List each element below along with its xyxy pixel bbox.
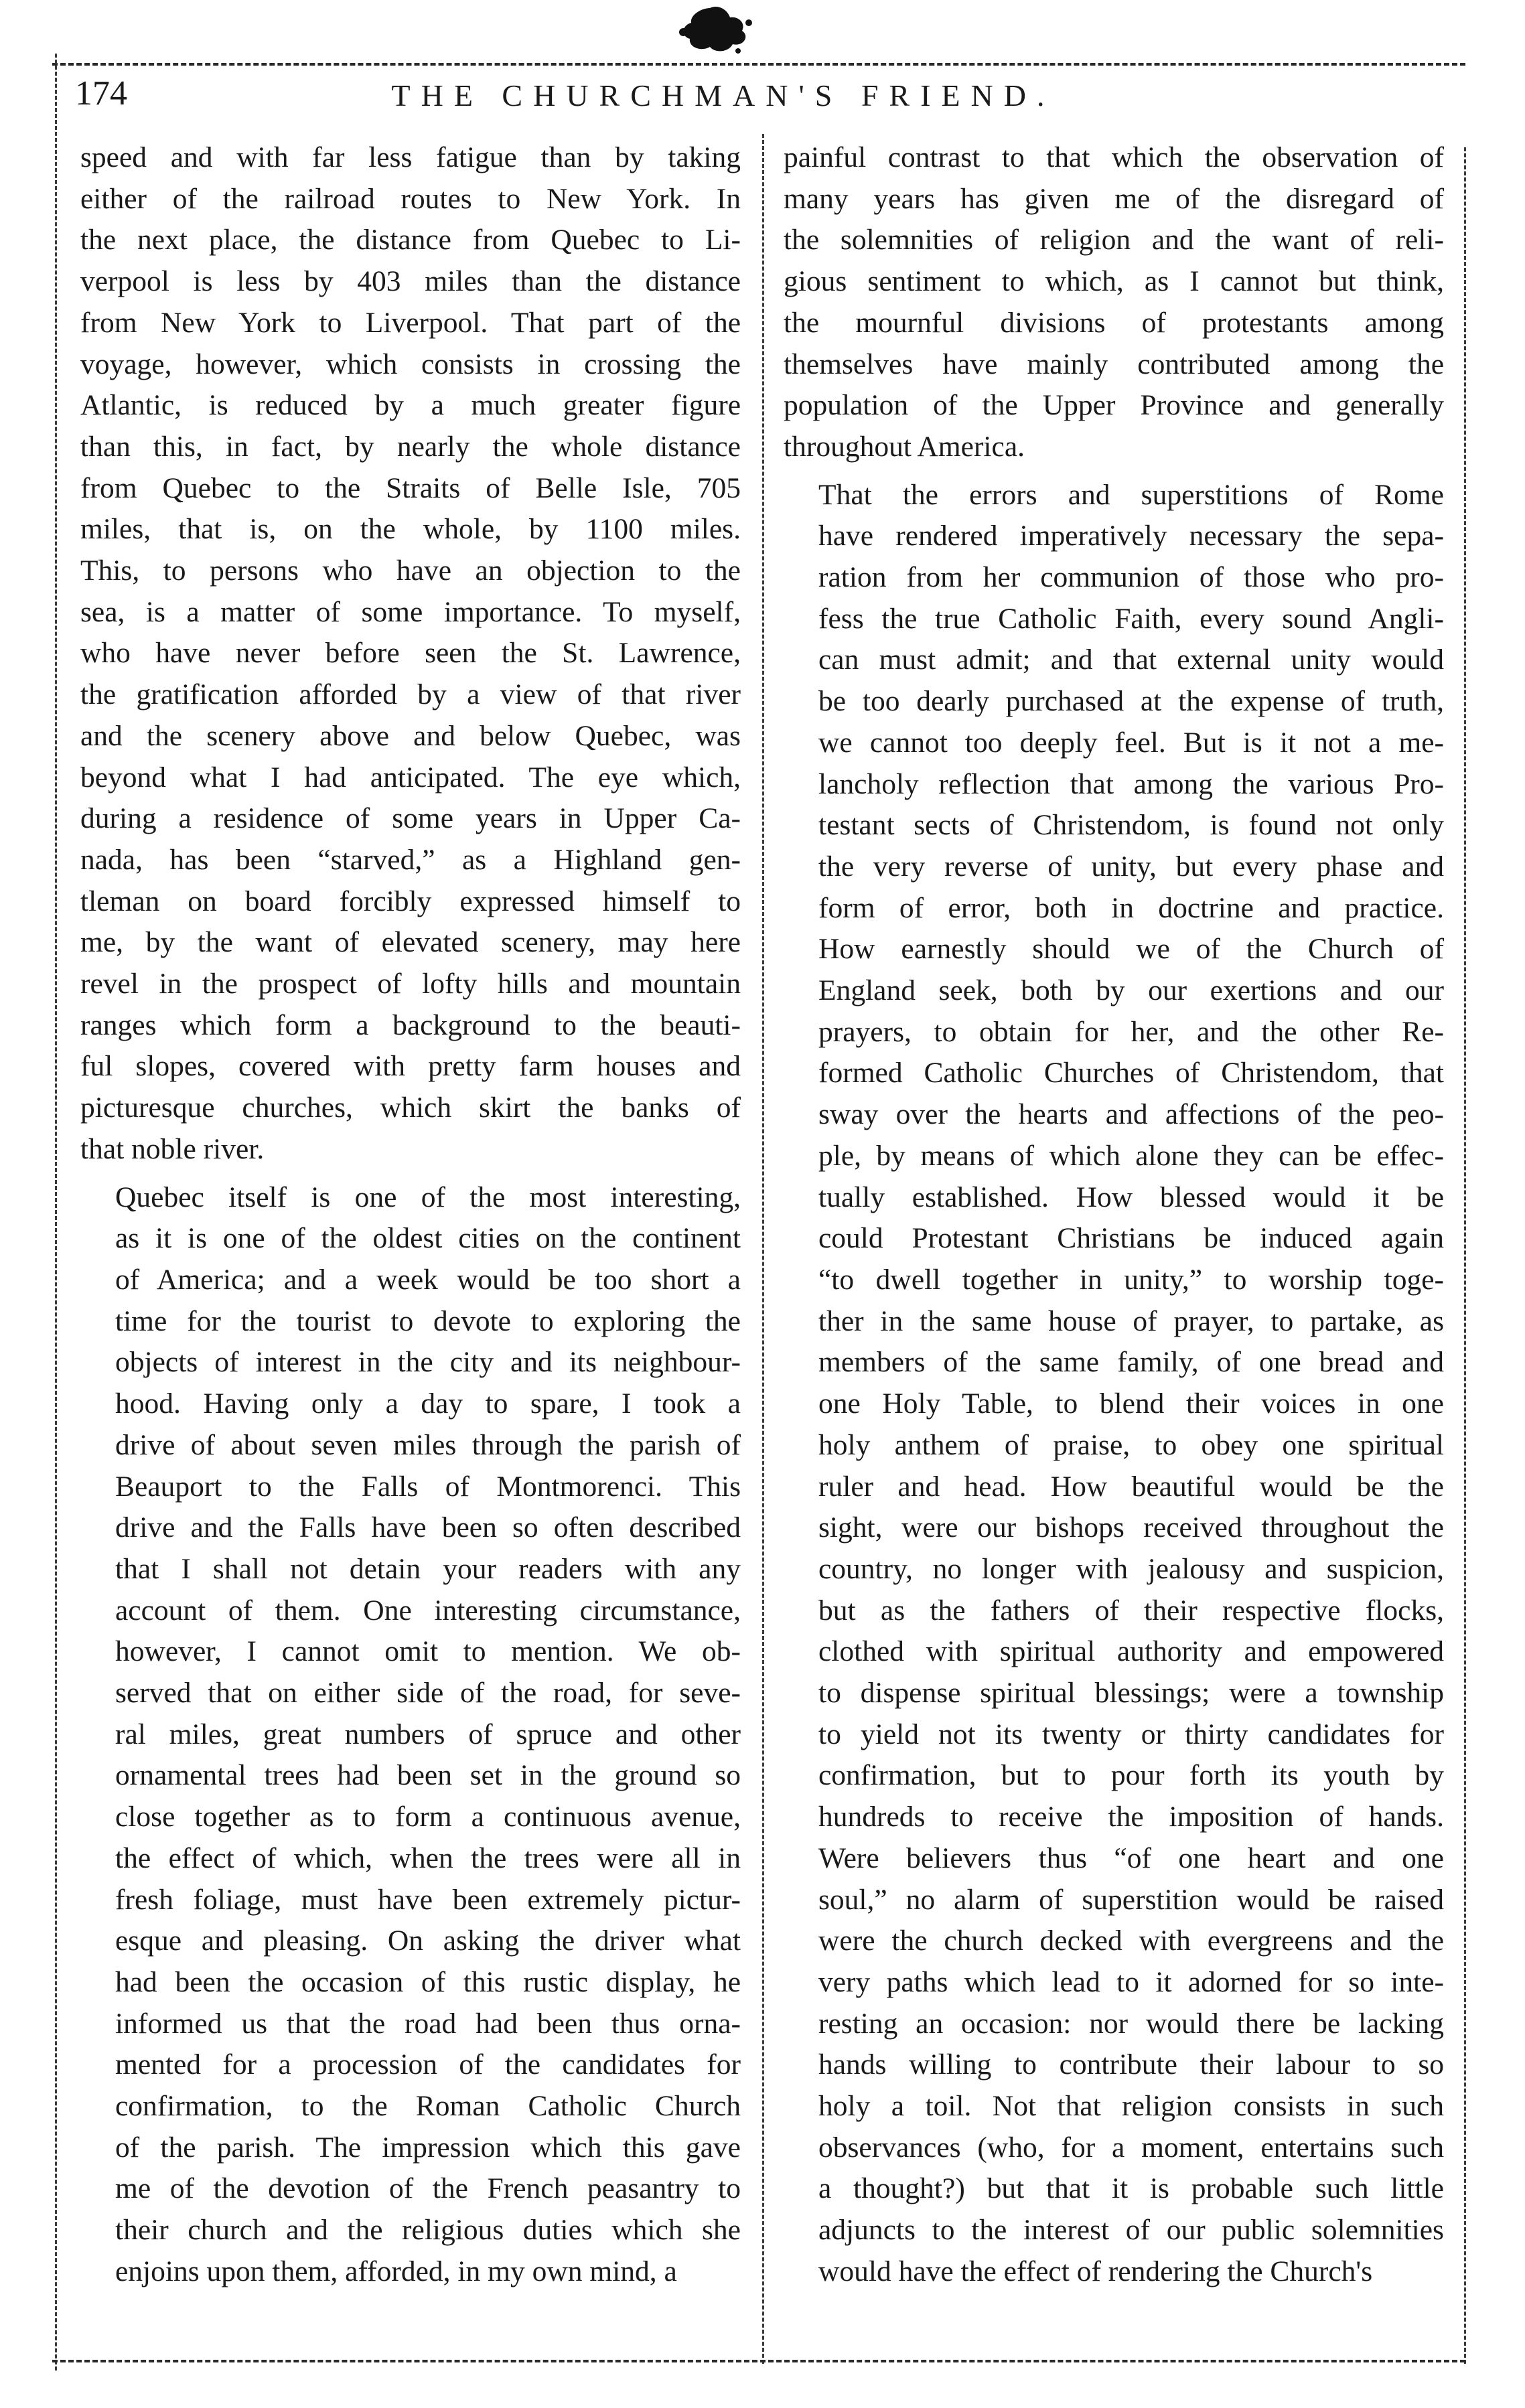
text-line: speed and with far less fatigue than by taking bbox=[80, 141, 741, 173]
text-line: How earnestly should we of the Church of bbox=[818, 933, 1444, 966]
text-line: than this, in fact, by nearly the whole distance bbox=[80, 430, 741, 463]
text-line: sea, is a matter of some importance. To myself, bbox=[80, 595, 741, 628]
running-head: THE CHURCHMAN'S FRIEND. bbox=[391, 78, 1056, 112]
paragraph bbox=[80, 1177, 741, 2293]
text-line: This, to persons who have an objection to the bbox=[80, 554, 741, 587]
column-divider bbox=[762, 134, 764, 2364]
text-line: prayers, to obtain for her, and the other Re- bbox=[818, 1015, 1444, 1048]
text-line: that I shall not detain your readers with any bbox=[115, 1552, 741, 1585]
text-line: either of the railroad routes to New York. In bbox=[80, 182, 741, 215]
text-line: beyond what I had anticipated. The eye which, bbox=[80, 761, 741, 794]
text-line: Atlantic, is reduced by a much greater figure bbox=[80, 389, 741, 422]
text-line: England seek, both by our exertions and our bbox=[818, 974, 1444, 1007]
text-line: ral miles, great numbers of spruce and other bbox=[115, 1718, 741, 1750]
text-line: gious sentiment to which, as I cannot but think, bbox=[784, 265, 1444, 298]
text-line: to yield not its twenty or thirty candidates for bbox=[818, 1718, 1444, 1750]
text-line: ple, by means of which alone they can be effec- bbox=[818, 1139, 1444, 1172]
text-line: would have the effect of rendering the Church's bbox=[818, 2255, 1373, 2287]
text-line: voyage, however, which consists in crossing the bbox=[80, 348, 741, 380]
text-line: holy a toil. Not that religion consists in such bbox=[818, 2090, 1444, 2123]
text-line: of the parish. The impression which this gave bbox=[115, 2131, 741, 2164]
text-line: lancholy reflection that among the various Pro- bbox=[818, 767, 1444, 800]
text-line: from New York to Liverpool. That part of the bbox=[80, 306, 741, 339]
text-line: during a residence of some years in Upper Ca- bbox=[80, 802, 741, 835]
paragraph bbox=[80, 137, 741, 1171]
left-column bbox=[80, 137, 741, 2293]
text-line: ful slopes, covered with pretty farm houses and bbox=[80, 1050, 741, 1083]
text-line: adjuncts to the interest of our public solemnities bbox=[818, 2214, 1444, 2247]
text-line: revel in the prospect of lofty hills and mountain bbox=[80, 968, 741, 1000]
text-line: resting an occasion: nor would there be lacking bbox=[818, 2007, 1444, 2040]
text-line: as it is one of the oldest cities on the continent bbox=[115, 1222, 741, 1255]
text-line: many years has given me of the disregard of bbox=[784, 182, 1444, 215]
text-line: account of them. One interesting circumstance, bbox=[115, 1594, 741, 1627]
paragraph bbox=[784, 137, 1444, 468]
text-line: one Holy Table, to blend their voices in one bbox=[818, 1387, 1444, 1420]
text-line: formed Catholic Churches of Christendom, that bbox=[818, 1057, 1444, 1089]
text-line: could Protestant Christians be induced again bbox=[818, 1222, 1444, 1255]
text-line: Beauport to the Falls of Montmorenci. This bbox=[115, 1470, 741, 1503]
text-line: a thought?) but that it is probable such little bbox=[818, 2172, 1444, 2205]
text-line: the effect of which, when the trees were all in bbox=[115, 1841, 741, 1874]
text-line: population of the Upper Province and generally bbox=[784, 389, 1444, 422]
text-line: holy anthem of praise, to obey one spiritual bbox=[818, 1428, 1444, 1461]
text-line: who have never before seen the St. Lawrence, bbox=[80, 637, 741, 670]
text-line: time for the tourist to devote to exploring the bbox=[115, 1304, 741, 1337]
text-line: and the scenery above and below Quebec, was bbox=[80, 719, 741, 752]
text-line: country, no longer with jealousy and suspicion, bbox=[818, 1552, 1444, 1585]
text-line: the gratification afforded by a view of that river bbox=[80, 678, 741, 711]
footer-rule bbox=[52, 2360, 1465, 2362]
text-line: ration from her communion of those who pro- bbox=[818, 561, 1444, 594]
text-line: enjoins upon them, afforded, in my own mind, a bbox=[115, 2255, 677, 2287]
text-line: that noble river. bbox=[80, 1132, 265, 1165]
text-line: to dispense spiritual blessings; were a township bbox=[818, 1677, 1444, 1710]
header-rule bbox=[52, 63, 1465, 66]
text-line: fess the true Catholic Faith, every sound Angli- bbox=[818, 602, 1444, 635]
text-line: painful contrast to that which the observation of bbox=[784, 141, 1444, 173]
text-line: sight, were our bishops received throughout the bbox=[818, 1511, 1444, 1544]
text-line: confirmation, to the Roman Catholic Church bbox=[115, 2090, 741, 2123]
text-line: their church and the religious duties which she bbox=[115, 2214, 741, 2247]
text-line: sway over the hearts and affections of the peo- bbox=[818, 1098, 1444, 1131]
text-line: served that on either side of the road, for seve- bbox=[115, 1677, 741, 1710]
left-margin-rule bbox=[55, 54, 57, 2371]
text-line: the next place, the distance from Quebec to Li- bbox=[80, 224, 741, 256]
text-line: tleman on board forcibly expressed himself to bbox=[80, 885, 741, 917]
text-line: we cannot too deeply feel. But is it not a me- bbox=[818, 726, 1444, 759]
text-line: nada, has been “starved,” as a Highland gen- bbox=[80, 843, 741, 876]
text-line: from Quebec to the Straits of Belle Isle, 705 bbox=[80, 471, 741, 504]
text-line: tually established. How blessed would it be bbox=[818, 1181, 1444, 1213]
text-line: were the church decked with evergreens and the bbox=[818, 1925, 1444, 1957]
right-column bbox=[784, 137, 1444, 2293]
text-line: close together as to form a continuous avenue, bbox=[115, 1801, 741, 1833]
text-line: themselves have mainly contributed among the bbox=[784, 348, 1444, 380]
text-line: however, I cannot omit to mention. We ob- bbox=[115, 1635, 741, 1668]
text-line: objects of interest in the city and its neighbour- bbox=[115, 1346, 741, 1379]
text-line: verpool is less by 403 miles than the distance bbox=[80, 265, 741, 298]
text-line: have rendered imperatively necessary the sepa- bbox=[818, 520, 1444, 552]
text-line: confirmation, but to pour forth its youth by bbox=[818, 1759, 1444, 1792]
text-line: hundreds to receive the imposition of hands. bbox=[818, 1801, 1444, 1833]
text-line: clothed with spiritual authority and empowered bbox=[818, 1635, 1444, 1668]
text-line: but as the fathers of their respective flocks, bbox=[818, 1594, 1444, 1627]
text-line: hood. Having only a day to spare, I took a bbox=[115, 1387, 741, 1420]
text-line: had been the occasion of this rustic display, he bbox=[115, 1965, 741, 1998]
text-line: ther in the same house of prayer, to partake, as bbox=[818, 1304, 1444, 1337]
text-line: observances (who, for a moment, entertains such bbox=[818, 2131, 1444, 2164]
text-line: esque and pleasing. On asking the driver what bbox=[115, 1925, 741, 1957]
text-line: be too dearly purchased at the expense of truth, bbox=[818, 685, 1444, 718]
text-line: the very reverse of unity, but every phase and bbox=[818, 850, 1444, 883]
text-line: can must admit; and that external unity would bbox=[818, 644, 1444, 676]
text-line: informed us that the road had been thus orna- bbox=[115, 2007, 741, 2040]
text-line: very paths which lead to it adorned for so inte- bbox=[818, 1965, 1444, 1998]
text-line: ruler and head. How beautiful would be the bbox=[818, 1470, 1444, 1503]
text-line: picturesque churches, which skirt the banks of bbox=[80, 1092, 741, 1124]
text-line: ranges which form a background to the beauti- bbox=[80, 1008, 741, 1041]
text-line: Quebec itself is one of the most interesting, bbox=[115, 1181, 741, 1213]
text-line: drive of about seven miles through the parish of bbox=[115, 1428, 741, 1461]
text-line: the solemnities of religion and the want of reli- bbox=[784, 224, 1444, 256]
text-line: ornamental trees had been set in the ground so bbox=[115, 1759, 741, 1792]
text-line: miles, that is, on the whole, by 1100 miles. bbox=[80, 513, 741, 546]
text-line: testant sects of Christendom, is found not only bbox=[818, 809, 1444, 842]
text-line: That the errors and superstitions of Rome bbox=[818, 478, 1444, 511]
text-line: “to dwell together in unity,” to worship toge- bbox=[818, 1263, 1444, 1296]
text-line: form of error, both in doctrine and practice. bbox=[818, 891, 1444, 924]
page-number: 174 bbox=[75, 74, 127, 112]
ink-blot-icon bbox=[663, 3, 764, 56]
text-line: me of the devotion of the French peasantry to bbox=[115, 2172, 741, 2205]
text-line: fresh foliage, must have been extremely pictur- bbox=[115, 1883, 741, 1916]
text-line: Were believers thus “of one heart and one bbox=[818, 1841, 1444, 1874]
text-line: hands willing to contribute their labour to so bbox=[818, 2048, 1444, 2081]
text-line: the mournful divisions of protestants among bbox=[784, 306, 1444, 339]
text-line: mented for a procession of the candidates for bbox=[115, 2048, 741, 2081]
text-line: drive and the Falls have been so often described bbox=[115, 1511, 741, 1544]
right-margin-rule bbox=[1464, 147, 1466, 2364]
paragraph bbox=[784, 475, 1444, 2293]
text-line: of America; and a week would be too short a bbox=[115, 1263, 741, 1296]
text-line: throughout America. bbox=[784, 430, 1025, 463]
text-line: me, by the want of elevated scenery, may here bbox=[80, 926, 741, 959]
text-line: members of the same family, of one bread and bbox=[818, 1346, 1444, 1379]
text-line: soul,” no alarm of superstition would be raised bbox=[818, 1883, 1444, 1916]
